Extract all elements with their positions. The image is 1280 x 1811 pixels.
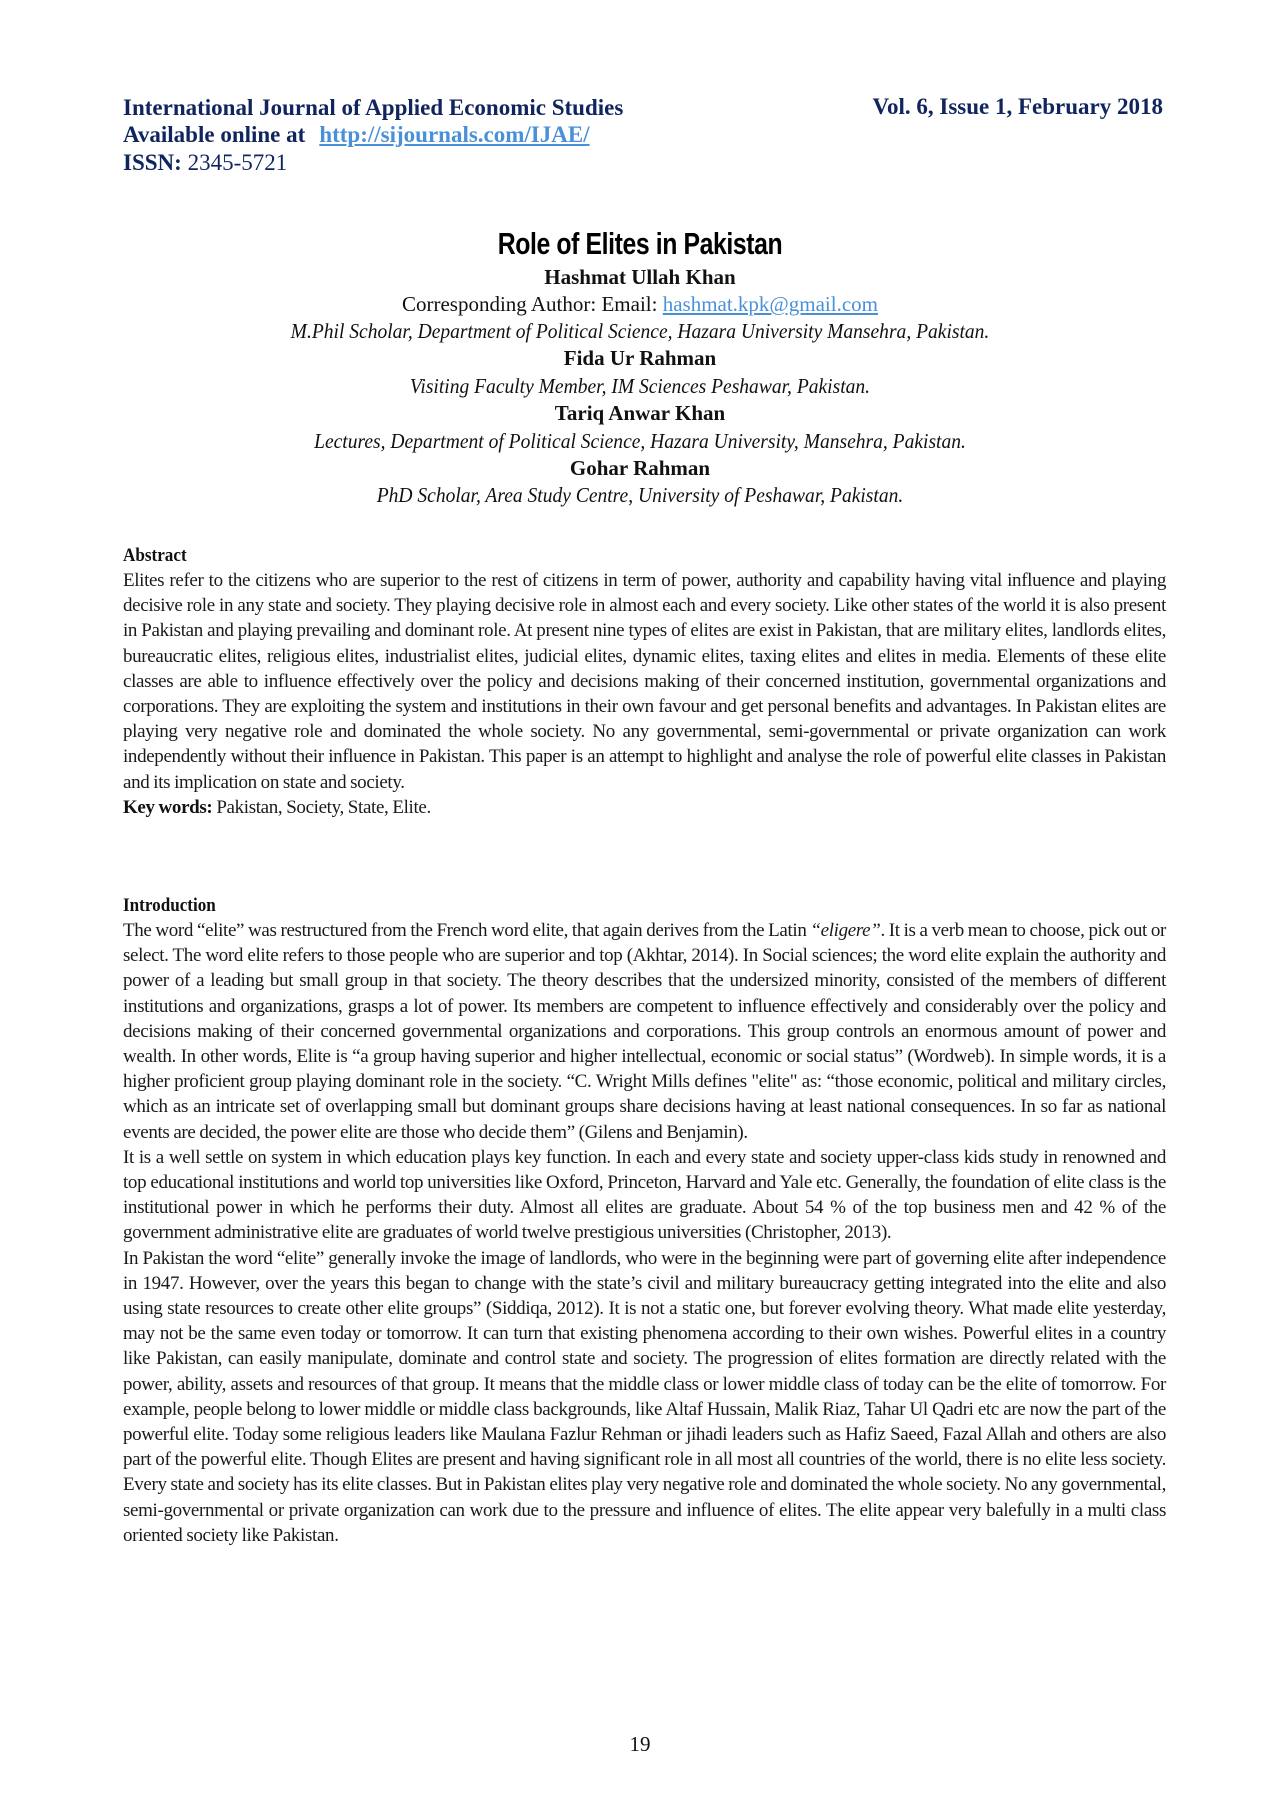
keywords-value: Pakistan, Society, State, Elite. (216, 796, 431, 818)
author-name-1: Hashmat Ullah Khan (544, 265, 736, 289)
latin-term: “eligere” (810, 920, 881, 941)
corresponding-label: Corresponding Author: Email: (401, 292, 658, 316)
author-affiliation-1: M.Phil Scholar, Department of Political Science, Hazara University Mansehra, Pakistan. (290, 319, 990, 343)
availability-line (123, 121, 590, 148)
author-name-4: Gohar Rahman (569, 456, 711, 480)
author-affiliation-4: PhD Scholar, Area Study Centre, University of Peshawar, Pakistan. (376, 483, 904, 507)
author-affiliation-2: Visiting Faculty Member, IM Sciences Peshawar, Pakistan. (409, 374, 871, 398)
introduction-paragraph-3: In Pakistan the word “elite” generally invoke the image of landlords, who were in the beginning were part of governing elite after independence in 1947. However, over the years this began to change with the state’s civil and military bureaucracy getting integrated into the elite and also using state resources to create other elite groups” (Siddiqa, 2012). It is not a static one, but forever evolving theory. What made elite yesterday, may not be the same even today or tomorrow. It can turn that existing phenomena according to their own wishes. Powerful elites in a country like Pakistan, can easily manipulate, dominate and control state and society. The progression of elites formation are directly related with the power, ability, assets and resources of that group. It means that the middle class or lower middle class of today can be the elite of tomorrow. For example, people belong to lower middle or middle class backgrounds, like Altaf Hussain, Malik Riaz, Tahar Ul Qadri etc are now the part of the powerful elite. Today some religious leaders like Maulana Fazlur Rehman or jihadi leaders such as Hafiz Saeed, Fazal Allah and others are also part of the powerful elite. Though Elites are present and having significant role in all most all countries of the world, there is no elite less society. Every state and society has its elite classes. But in Pakistan elites play very negative role and dominated the whole society. No any governmental, semi-governmental or private organization can work due to the pressure and influence of elites. The elite appear very balefully in a multi class oriented society like Pakistan. (123, 1247, 1166, 1546)
journal-name: International Journal of Applied Economic Studies (123, 95, 624, 120)
intro-p1-text-a: The word “elite” was restructured from the French word elite, that again derives from the Latin (123, 920, 811, 941)
page-number: 19 (629, 1732, 651, 1756)
author-name-2: Fida Ur Rahman (563, 346, 717, 370)
available-label: Available online at (123, 122, 306, 147)
paper-title: Role of Elites in Pakistan (497, 226, 783, 261)
introduction-paragraph-2: It is a well settle on system in which education plays key function. In each and every state and society upper-class kids study in renowned and top educational institutions and world top universities like Oxford, Princeton, Harvard and Yale etc. Generally, the foundation of elite class is the institutional power in which he performs their duty. Almost all elites are graduate. About 54 % of the top business men and 42 % of the government administrative elite are graduates of world twelve prestigious universities (Christopher, 2013). (123, 1146, 1166, 1244)
introduction-heading: Introduction (123, 895, 216, 916)
intro-p1-text-b: . It is a verb mean to choose, pick out or select. The word elite refers to those people who are superior and top (Akhtar, 2014). In Social sciences; the word elite explain the authority and power of a leading but small group in that society. The theory describes that the undersized minority, consisted of the members of different institutions and organizations, grasps a lot of power. Its members are competent to influence effectively and considerably over the policy and decisions making of their concerned governmental organizations and corporations. This group controls an enormous amount of power and wealth. In other words, Elite is “a group having superior and higher intellectual, economic or social status” (Wordweb). In simple words, it is a higher proficient group playing dominant role in the society. “C. Wright Mills defines "elite" as: “those economic, political and military circles, which as an intricate set of overlapping small but dominant groups share decisions having at least national consequences. In so far as national events are decided, the power elite are those who decide them” (Gilens and Benjamin). (123, 920, 1166, 1143)
author-name-3: Tariq Anwar Khan (554, 401, 726, 425)
introduction-section (123, 893, 1166, 1548)
corresponding-email-link[interactable]: hashmat.kpk@gmail.com (662, 292, 879, 316)
abstract-text: Elites refer to the citizens who are superior to the rest of citizens in term of power, authority and capability having vital influence and playing decisive role in any state and society. They playing decisive role in almost each and every society. Like other states of the world it is also present in Pakistan and playing prevailing and dominant role. At present nine types of elites are exist in Pakistan, that are military elites, landlords elites, bureaucratic elites, religious elites, industrialist elites, judicial elites, dynamic elites, taxing elites and elites in media. Elements of these elite classes are able to influence effectively over the policy and decisions making of their concerned institution, governmental organizations and corporations. They are exploiting the system and institutions in their own favour and get personal benefits and advantages. In Pakistan elites are playing very negative role and dominated the whole society. No any governmental, semi-governmental or private organization can work independently without their influence in Pakistan. This paper is an attempt to highlight and analyse the role of powerful elite classes in Pakistan and its implication on state and society. (123, 570, 1166, 793)
author-affiliation-3: Lectures, Department of Political Science, Hazara University, Mansehra, Pakistan. (314, 429, 966, 453)
abstract-heading: Abstract (123, 545, 187, 566)
issn-label: ISSN: (123, 150, 182, 175)
issn-value: 2345-5721 (187, 150, 288, 175)
introduction-paragraph-1 (123, 918, 1166, 1145)
corresponding-author-line (0, 292, 1280, 317)
issn-line (123, 149, 287, 176)
volume-issue: Vol. 6, Issue 1, February 2018 (872, 94, 1163, 119)
abstract-section (123, 543, 1166, 820)
keywords-label: Key words: (123, 796, 213, 818)
keywords-line (123, 795, 1166, 820)
journal-url-link[interactable]: http://sijournals.com/IJAE/ (319, 122, 590, 147)
